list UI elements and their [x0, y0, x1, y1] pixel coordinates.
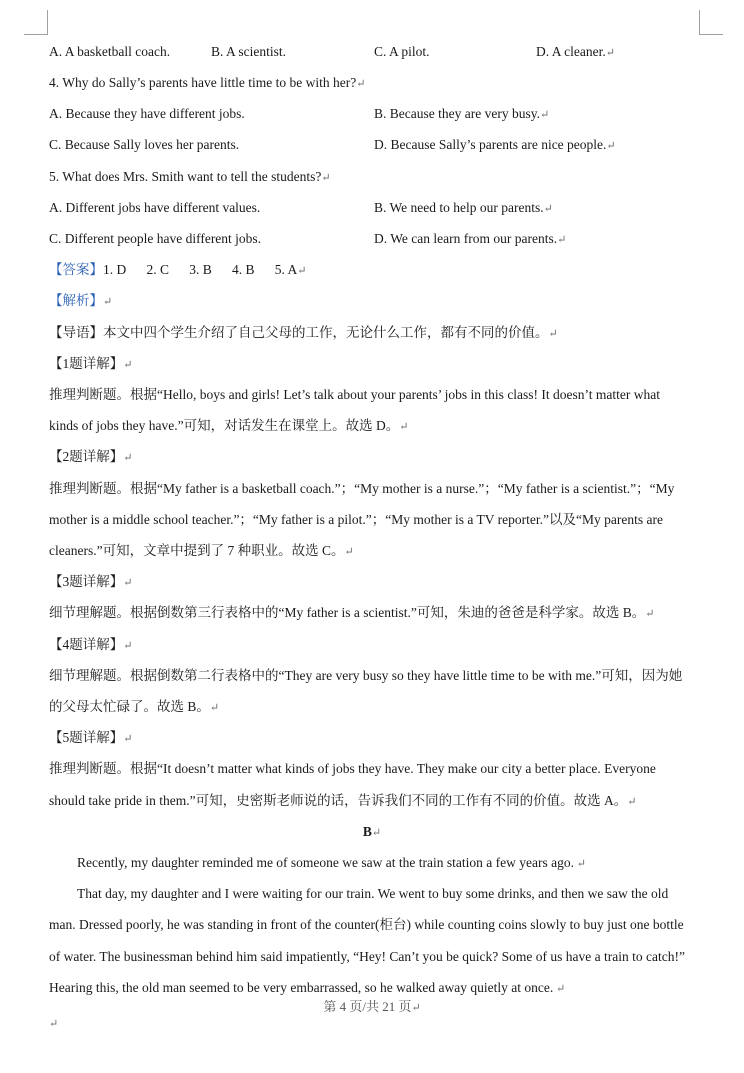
answer-label: 【答案】	[49, 262, 103, 277]
passage-line: of water. The businessman behind him said impatiently, “Hey! Can’t you be quick? Some of us have a train to catch!”	[49, 949, 685, 964]
detail-5-line: 推理判断题。根据“It doesn’t matter what kinds of jobs they have. They make our city a better place. Everyone	[49, 761, 656, 776]
page-footer: 第 4 页/共 21 页↵	[323, 999, 421, 1014]
detail-1-line: 推理判断题。根据“Hello, boys and girls! Let’s talk about your parents’ jobs in this class! It doesn’t matter what	[49, 387, 661, 402]
detail-5-title: 【5题详解】↵	[49, 730, 133, 745]
detail-2-title: 【2题详解】↵	[49, 449, 133, 464]
q3-option-c: C. A pilot.	[374, 44, 430, 59]
q5-option-c: C. Different people have different jobs.	[49, 231, 262, 246]
question-4: 4. Why do Sally’s parents have little time to be with her?↵	[49, 75, 366, 90]
detail-3-line: 细节理解题。根据倒数第三行表格中的“My father is a scientist.”可知，朱迪的爸爸是科学家。故选 B。↵	[49, 605, 655, 620]
detail-1-line: kinds of jobs they have.”可知，对话发生在课堂上。故选 D。↵	[49, 418, 409, 433]
q4-option-d: D. Because Sally’s parents are nice people.↵	[374, 137, 616, 152]
detail-2-line: 推理判断题。根据“My father is a basketball coach.”；“My mother is a nurse.”；“My father is a scientist.”；“My	[49, 481, 675, 496]
paragraph-mark: ↵	[49, 1018, 59, 1030]
question-5: 5. What does Mrs. Smith want to tell the students?↵	[49, 169, 331, 184]
q4-option-b: B. Because they are very busy.↵	[374, 106, 550, 121]
detail-2-line: mother is a middle school teacher.”；“My father is a pilot.”；“My mother is a TV reporter.”以及“My parents are	[49, 512, 663, 527]
guide-paragraph: 【导语】本文中四个学生介绍了自己父母的工作，无论什么工作，都有不同的价值。↵	[49, 325, 558, 340]
q4-option-c: C. Because Sally loves her parents.	[49, 137, 240, 152]
detail-5-line: should take pride in them.”可知，史密斯老师说的话，告诉我们不同的工作有不同的价值。故选 A。↵	[49, 793, 637, 808]
detail-4-line: 细节理解题。根据倒数第二行表格中的“They are very busy so they have little time to be with me.”可知，因为她	[49, 668, 683, 683]
detail-2-line: cleaners.”可知，文章中提到了 7 种职业。故选 C。↵	[49, 543, 354, 558]
section-b-heading: B↵	[362, 824, 382, 839]
detail-1-title: 【1题详解】↵	[49, 356, 133, 371]
q3-option-d: D. A cleaner.↵	[536, 44, 615, 59]
q5-option-a: A. Different jobs have different values.	[49, 200, 261, 215]
passage-line: Hearing this, the old man seemed to be very embarrassed, so he walked away quietly at once. ↵	[49, 980, 566, 995]
answer-line: 【答案】1. D 2. C 3. B 4. B 5. A↵	[49, 262, 307, 277]
q5-option-d: D. We can learn from our parents.↵	[374, 231, 567, 246]
passage-line: Recently, my daughter reminded me of someone we saw at the train station a few years ago. ↵	[77, 855, 586, 870]
detail-3-title: 【3题详解】↵	[49, 574, 133, 589]
q5-option-b: B. We need to help our parents.↵	[374, 200, 553, 215]
detail-4-title: 【4题详解】↵	[49, 637, 133, 652]
passage-line: man. Dressed poorly, he was standing in front of the counter(柜台) while counting coins slowly to buy just one bottle	[49, 917, 684, 932]
passage-line: That day, my daughter and I were waiting for our train. We went to buy some drinks, and then we saw the old	[77, 886, 669, 901]
q3-option-a: A. A basketball coach.	[49, 44, 171, 59]
q4-option-a: A. Because they have different jobs.	[49, 106, 245, 121]
analysis-label: 【解析】↵	[49, 293, 113, 308]
q3-option-b: B. A scientist.	[211, 44, 287, 59]
answer-text: 1. D 2. C 3. B 4. B 5. A	[103, 262, 298, 277]
detail-4-line: 的父母太忙碌了。故选 B。↵	[49, 699, 220, 714]
